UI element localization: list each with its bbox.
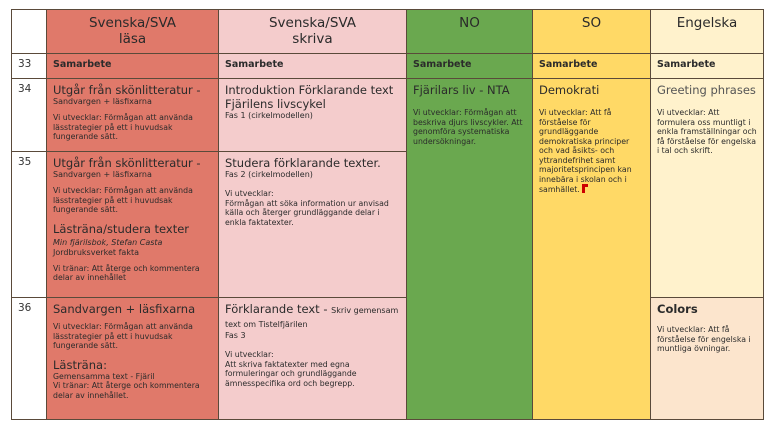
cell-body: Förmågan att söka information ur anvisad källa och återger grundläggande delar i enkla faktatexter. (225, 198, 389, 227)
cell-body: Vi utvecklar: Förmågan att använda lässtrategier på ett i huvudsak fungerande sätt. (53, 113, 193, 141)
cell-title: Studera förklarande texter. (225, 156, 381, 170)
header-label: Engelska (676, 15, 738, 31)
cell-line-2: Vi tränar: Att återge och kommentera delar av innehållet. (53, 381, 200, 400)
cell-body-2: Vi tränar: Att återge och kommentera delar av innehållet (53, 263, 200, 282)
cell-svenska-lasa-34[interactable] (47, 79, 219, 152)
cell-subtitle: Sandvargen + läsfixarna (53, 97, 152, 106)
cell-body: Vi utvecklar: Förmågan att använda lässtrategier på ett i huvudsak fungerande sätt. (53, 186, 193, 214)
cell-svenska-lasa-36[interactable] (47, 298, 219, 420)
cell-title: Colors (657, 302, 698, 316)
cell-engelska-36[interactable] (651, 298, 764, 420)
cell-title: Sandvargen + läsfixarna (53, 302, 196, 316)
cell-samarbete[interactable]: Samarbete (651, 54, 764, 79)
header-sublabel: läsa (118, 31, 147, 47)
cell-title (225, 303, 400, 331)
cell-body: Vi utvecklar: Att formulera oss muntligt i enkla framställningar och få förståelse för engelska i tal och skrift. (657, 108, 757, 155)
cell-subtitle: Fas 3 (225, 331, 246, 340)
table-row-week-33 (12, 54, 764, 79)
cell-body-label: Vi utvecklar: (225, 189, 274, 198)
cell-samarbete[interactable]: Samarbete (407, 54, 533, 79)
table-row-week-34 (12, 79, 764, 152)
cell-body: Vi utvecklar: Att få förståelse för engelska i muntliga övningar. (657, 325, 751, 353)
table-row-week-36 (12, 298, 764, 420)
header-no[interactable] (407, 10, 533, 54)
cell-body (539, 108, 644, 195)
week-number[interactable]: 36 (12, 298, 47, 420)
cell-engelska-merged[interactable] (651, 79, 764, 298)
cell-title: Fjärilars liv - NTA (413, 83, 510, 97)
week-number[interactable]: 33 (12, 54, 47, 79)
cell-subtitle: Sandvargen + läsfixarna (53, 170, 152, 179)
cell-samarbete[interactable]: Samarbete (533, 54, 651, 79)
cell-svenska-skriva-35[interactable] (219, 152, 407, 298)
week-number[interactable]: 34 (12, 79, 47, 152)
cell-so-merged[interactable] (533, 79, 651, 420)
cell-body: Att skriva faktatexter med egna formuleringar och grundläggande ämnesspecifika ord och begrepp. (225, 359, 357, 388)
header-so[interactable] (533, 10, 651, 54)
cell-source-italic: Min fjärilsbok, Stefan Casta (53, 237, 163, 247)
header-label: NO (459, 15, 480, 31)
week-number[interactable]: 35 (12, 152, 47, 298)
header-sublabel: skriva (292, 31, 333, 47)
header-engelska[interactable] (651, 10, 764, 54)
cell-svenska-lasa-35[interactable] (47, 152, 219, 298)
cell-source: Jordbruksverket fakta (53, 247, 140, 257)
cell-body-label: Vi utvecklar: (225, 350, 274, 359)
header-svenska-skriva[interactable] (219, 10, 407, 54)
cell-title: Utgår från skönlitteratur - (53, 83, 201, 97)
header-label: Svenska/SVA (88, 15, 177, 31)
cell-title-main: Förklarande text - (225, 302, 332, 316)
cell-subtitle: Fas 1 (cirkelmodellen) (225, 111, 313, 120)
cell-title: Demokrati (539, 83, 600, 97)
cell-line-1: Gemensamma text - Fjäril (53, 371, 155, 381)
cell-title-2: Lästräna: (53, 357, 107, 372)
cell-title: Utgår från skönlitteratur - (53, 156, 201, 170)
cell-no-merged[interactable] (407, 79, 533, 420)
cell-svenska-skriva-34[interactable] (219, 79, 407, 152)
cell-title-2: Fjärilens livscykel (225, 97, 326, 111)
cell-svenska-skriva-36[interactable] (219, 298, 407, 420)
cell-title-sub: Skriv gemensam text om Tistelfjärilen (225, 306, 399, 329)
cell-title-2: Lästräna/studera texter (53, 221, 190, 236)
cell-body: Vi utvecklar: Förmågan att beskriva djurs livscykler. Att genomföra systematiska undersökningar. (413, 108, 523, 146)
header-svenska-lasa[interactable] (47, 10, 219, 54)
cell-title: Greeting phrases (657, 83, 756, 97)
header-label: SO (581, 15, 602, 31)
cell-body-text: Vi utvecklar: Att få förståelse för grundläggande demokratiska principer och vad åsikts- och yttrandefrihet samt majoritetsprincipen kan innebära i skolan och i samhället. (539, 108, 632, 194)
header-week[interactable] (12, 10, 47, 54)
header-row (12, 10, 764, 54)
planning-table (11, 9, 764, 420)
comment-flag-icon[interactable] (582, 184, 585, 193)
cell-samarbete[interactable]: Samarbete (47, 54, 219, 79)
cell-body: Vi utvecklar: Förmågan att använda lässtrategier på ett i huvudsak fungerande sätt. (53, 322, 193, 350)
cell-samarbete[interactable]: Samarbete (219, 54, 407, 79)
cell-title: Introduktion Förklarande text (225, 83, 394, 97)
header-label: Svenska/SVA (268, 15, 357, 31)
cell-subtitle: Fas 2 (cirkelmodellen) (225, 170, 313, 179)
